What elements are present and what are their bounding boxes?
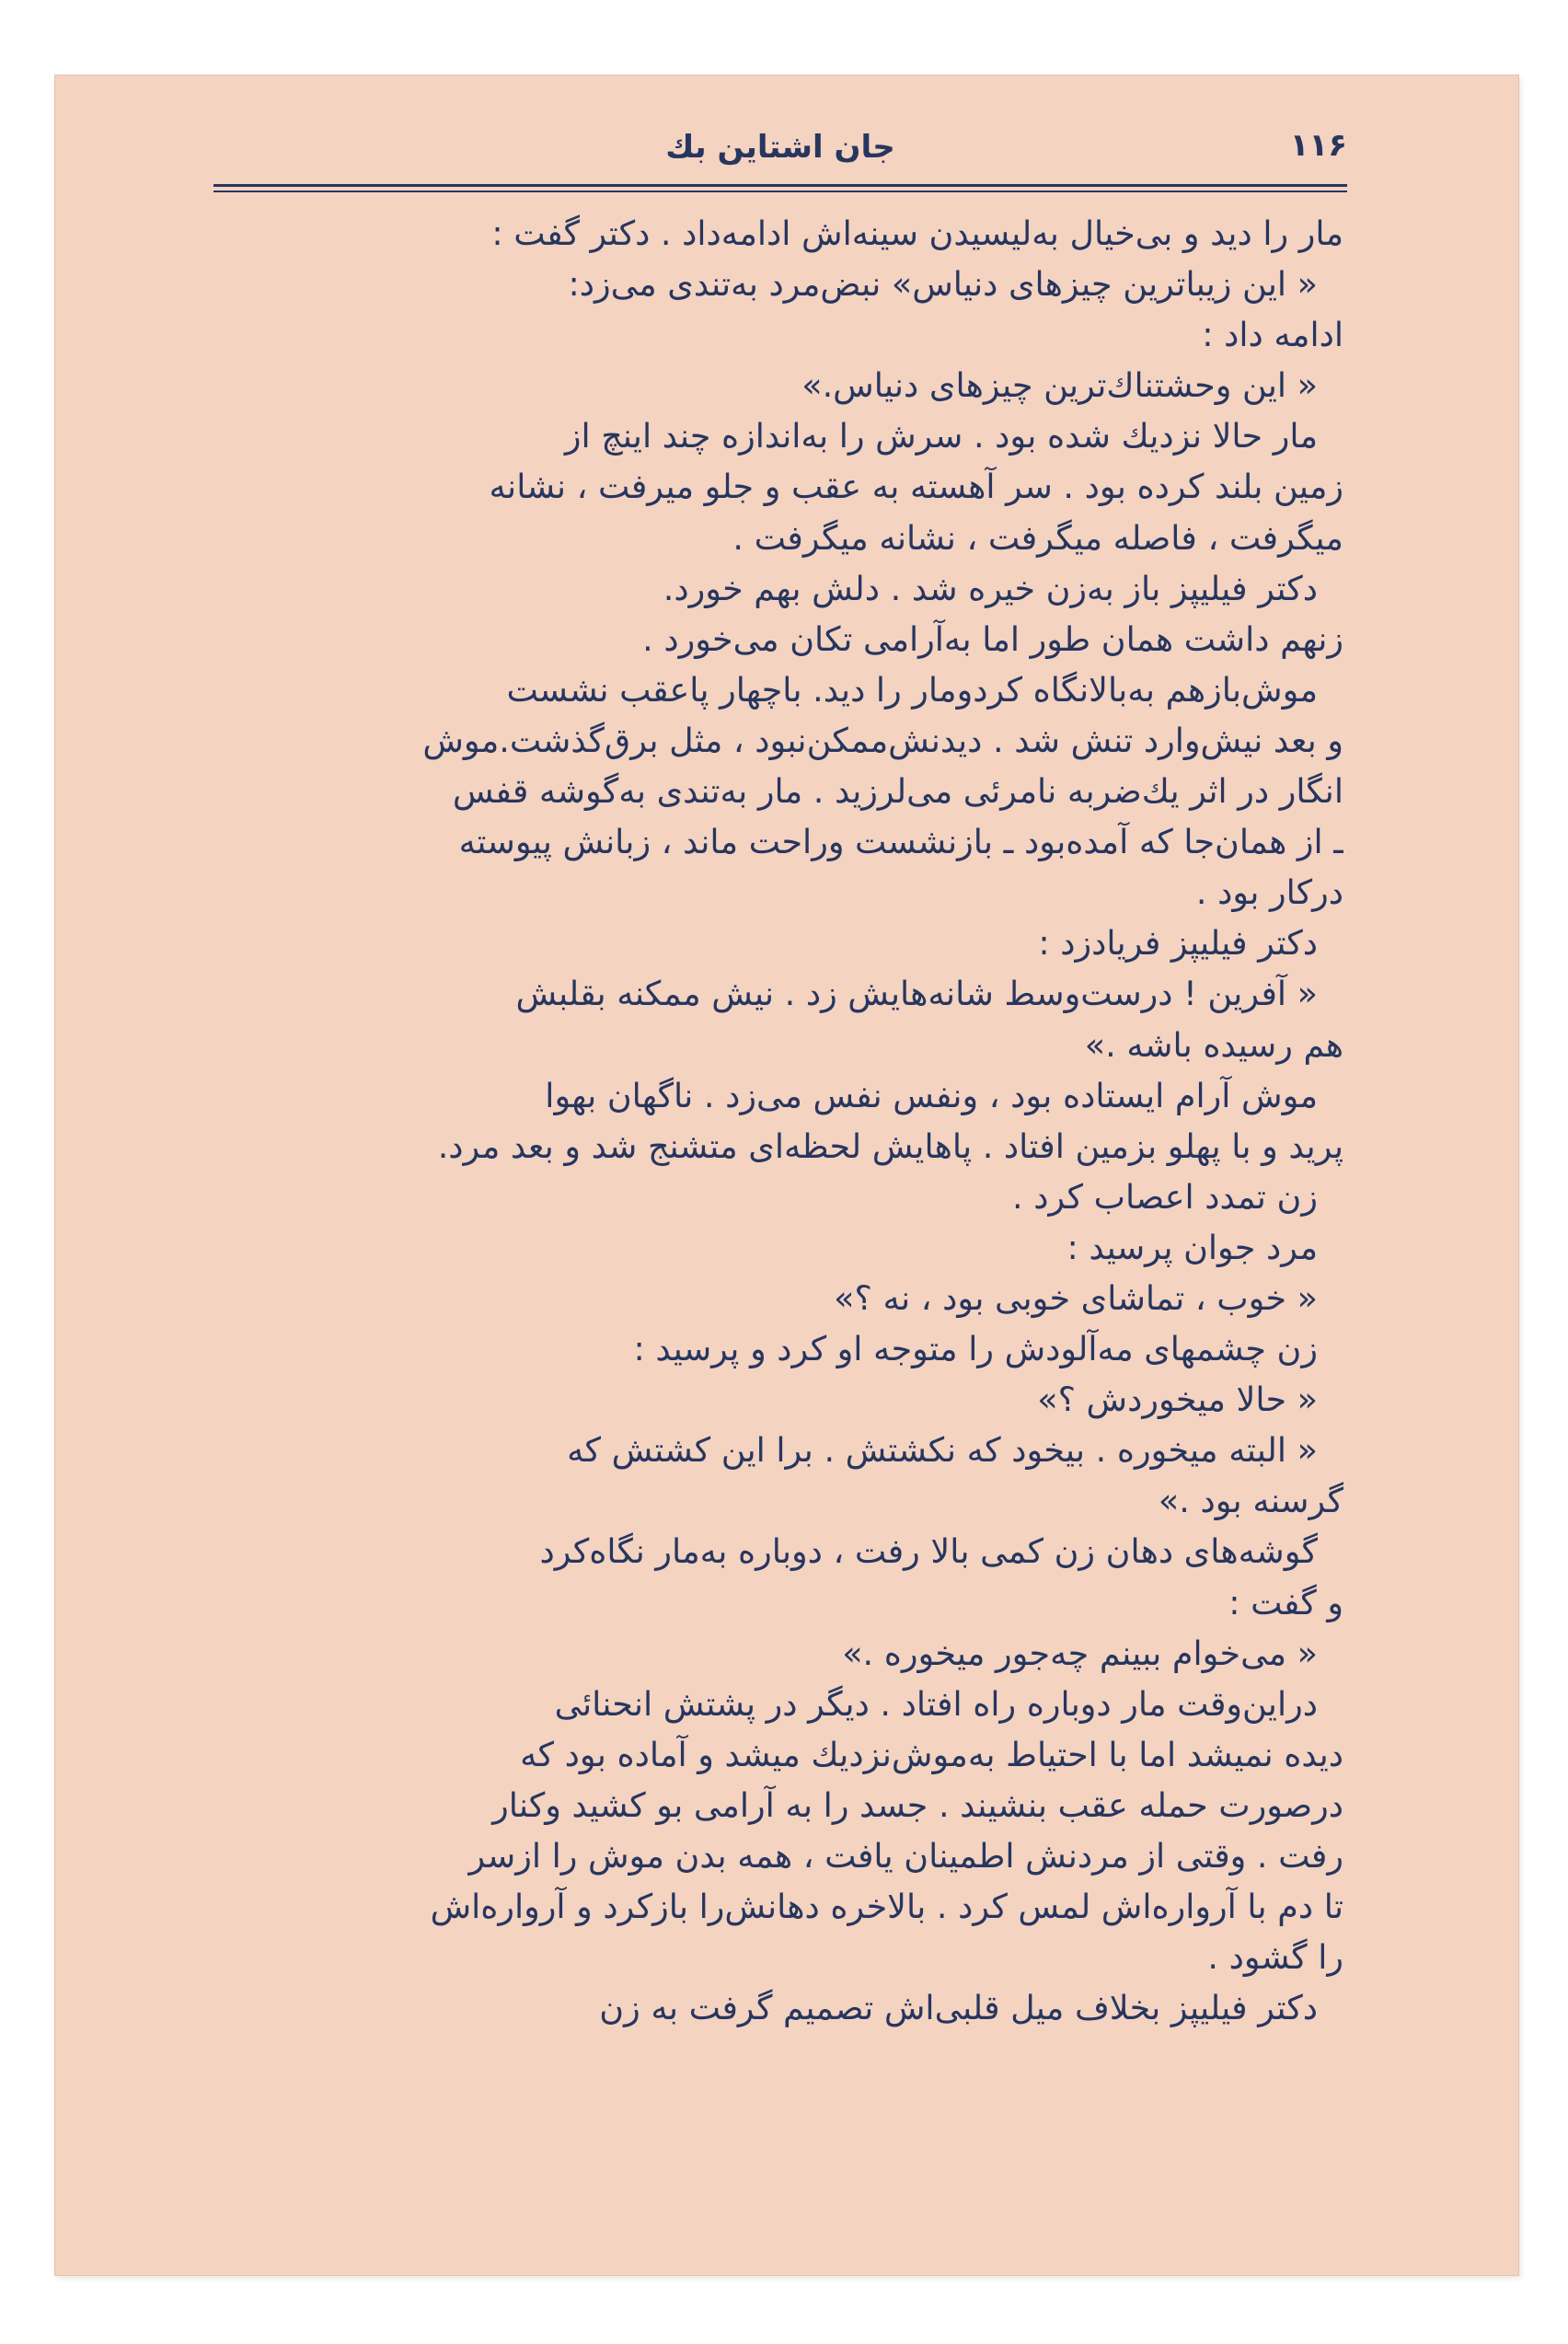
header-rule-thin xyxy=(213,191,1347,192)
text-line: پرید و با پهلو بزمین افتاد . پاهایش لحظه‌ای متشنج شد و بعد مرد. xyxy=(437,1126,1343,1166)
text-line: گوشه‌های دهان زن کمی بالا رفت ، دوباره به‌مار نگاه‌کرد xyxy=(539,1531,1318,1572)
text-line: گرسنه بود .» xyxy=(1158,1481,1343,1521)
text-line: موش‌بازهم به‌بالانگاه کردومار را دید. باچهار پاعقب نشست xyxy=(506,669,1318,710)
text-line: رفت . وقتی از مردنش اطمینان یافت ، همه بدن موش را ازسر xyxy=(468,1836,1343,1876)
text-line: مار را دید و بی‌خیال به‌لیسیدن سینه‌اش ادامه‌داد . دکتر گفت : xyxy=(491,214,1343,253)
text-line: « البته میخوره . بیخود که نکشتش . برا این کشتش که xyxy=(567,1430,1318,1471)
text-line: دراین‌وقت مار دوباره راه افتاد . دیگر در پشتش انحنائی xyxy=(554,1683,1318,1724)
text-line: « این وحشتناك‌ترین چیزهای دنیاس.» xyxy=(801,365,1318,406)
text-line: دکتر فیلیپز باز به‌زن خیره شد . دلش بهم خورد. xyxy=(663,568,1318,608)
text-line: « خوب ، تماشای خوبی بود ، نه ؟» xyxy=(834,1277,1318,1318)
text-line: درکار بود . xyxy=(1195,872,1343,913)
text-line: « آفرین ! درست‌وسط شانه‌هایش زد . نیش ممکنه بقلبش xyxy=(515,974,1318,1014)
text-line: ادامه داد : xyxy=(1202,315,1343,355)
text-line: و گفت : xyxy=(1228,1582,1343,1622)
text-line: زن تمدد اعصاب کرد . xyxy=(1012,1176,1318,1217)
text-line: زنهم داشت همان طور اما به‌آرامی تکان می‌خورد . xyxy=(642,618,1343,659)
page-header xyxy=(213,127,1347,182)
text-line: زمین بلند کرده بود . سر آهسته به عقب و جلو میرفت ، نشانه xyxy=(489,467,1343,507)
text-line: مرد جوان پرسید : xyxy=(1066,1227,1318,1267)
text-line: دیده نمیشد اما با احتیاط به‌موش‌نزدیك میشد و آماده بود که xyxy=(520,1734,1343,1774)
text-line: انگار در اثر یك‌ضربه نامرئی می‌لرزید . مار به‌تندی به‌گوشه قفس xyxy=(452,771,1343,812)
text-line: « حالا میخوردش ؟» xyxy=(1037,1380,1318,1420)
text-line: را گشود . xyxy=(1207,1937,1343,1978)
header-rule xyxy=(213,184,1347,195)
text-line: مار حالا نزدیك شده بود . سرش را به‌اندازه چند اینچ از xyxy=(564,416,1318,456)
text-line: « می‌خوام ببینم چه‌جور میخوره .» xyxy=(842,1633,1318,1673)
text-line: و بعد نیش‌وارد تنش شد . دیدنش‌ممکن‌نبود ، مثل برق‌گذشت.موش xyxy=(422,720,1343,760)
text-line: دکتر فیلیپز فریادزد : xyxy=(1038,923,1318,964)
text-line: موش آرام ایستاده بود ، ونفس نفس می‌زد . ناگهان بهوا xyxy=(545,1075,1318,1115)
text-line: زن چشمهای مه‌آلودش را متوجه او کرد و پرسید : xyxy=(633,1329,1318,1369)
text-line: دکتر فیلیپز بخلاف میل قلبی‌اش تصمیم گرفت به زن xyxy=(599,1988,1318,2028)
text-line: تا دم با آرواره‌اش لمس کرد . بالاخره دهانش‌را بازکرد و آرواره‌اش xyxy=(430,1887,1343,1927)
running-title: جان اشتاین بك xyxy=(665,129,895,166)
text-line: ـ از همان‌جا که آمده‌بود ـ بازنشست وراحت ماند ، زبانش پیوسته xyxy=(458,822,1343,862)
text-line: هم رسیده باشه .» xyxy=(1084,1024,1343,1065)
text-line: میگرفت ، فاصله میگرفت ، نشانه میگرفت . xyxy=(732,517,1343,558)
page-number: ۱۱۶ xyxy=(1289,127,1347,164)
text-line: « این زیباترین چیزهای دنیاس» نبض‌مرد به‌تندی می‌زد: xyxy=(568,264,1318,305)
text-line: درصورت حمله عقب بنشیند . جسد را به آرامی بو کشید وکنار xyxy=(492,1784,1343,1825)
body-text xyxy=(262,208,1343,2033)
